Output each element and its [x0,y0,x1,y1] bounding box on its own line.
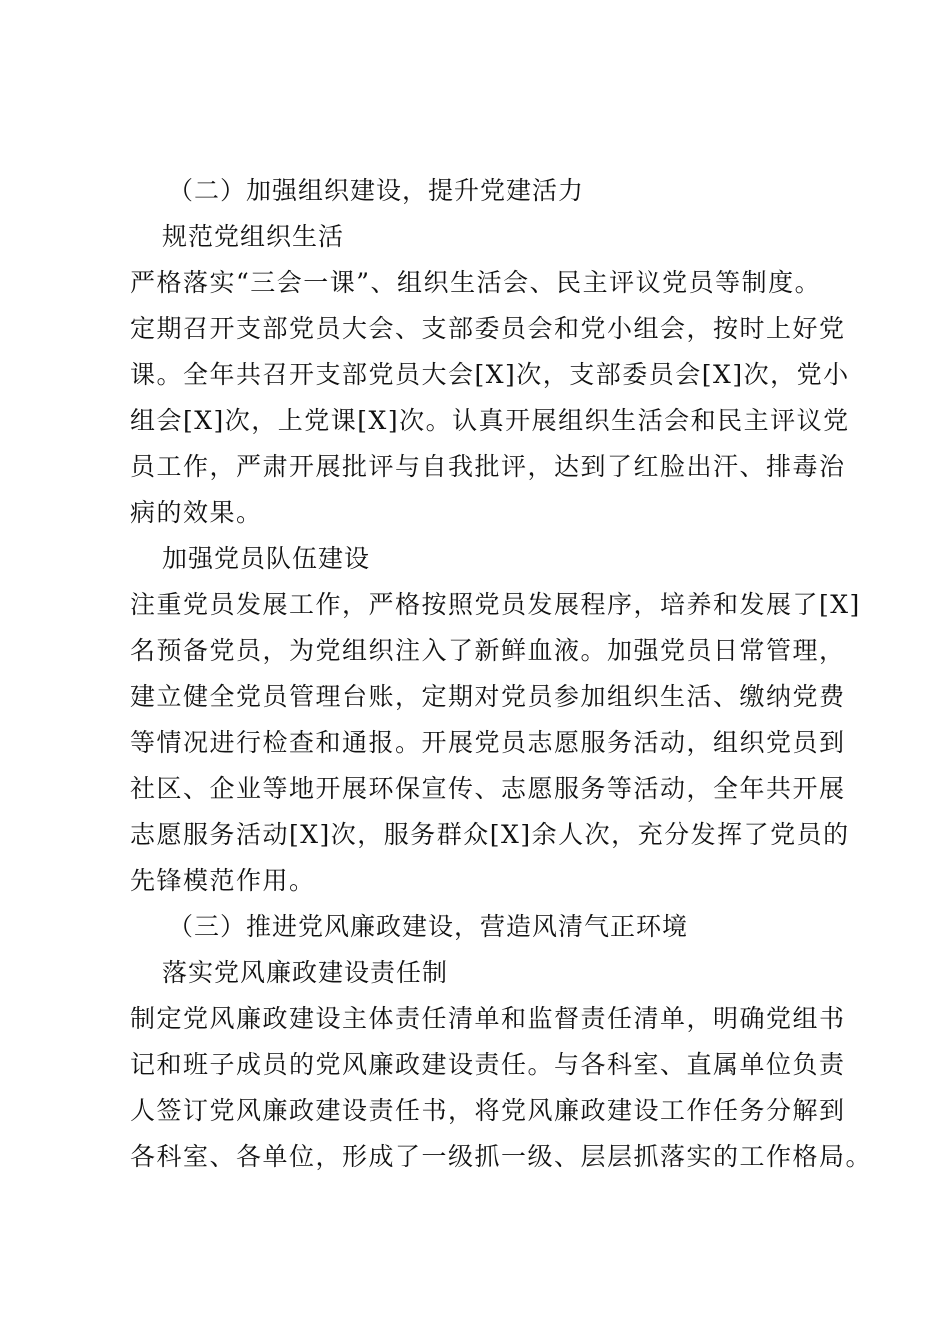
paragraph-line: 课。全年共召开支部党员大会[X]次，支部委员会[X]次，党小 [130,360,850,389]
paragraph-line: 人签订党风廉政建设责任书，将党风廉政建设工作任务分解到 [130,1096,846,1125]
paragraph-line: 组会[X]次，上党课[X]次。认真开展组织生活会和民主评议党 [130,406,850,435]
subsection-title: 规范党组织生活 [162,222,345,251]
subsection-title: 加强党员队伍建设 [162,544,371,573]
paragraph-line: 社区、企业等地开展环保宣传、志愿服务等活动，全年共开展 [130,774,846,803]
subsection-title: 落实党风廉政建设责任制 [162,958,449,987]
paragraph-line: 等情况进行检查和通报。开展党员志愿服务活动，组织党员到 [130,728,846,757]
paragraph-line: 志愿服务活动[X]次，服务群众[X]余人次，充分发挥了党员的 [130,820,850,849]
paragraph-line: 严格落实“三会一课”、组织生活会、民主评议党员等制度。 [130,268,822,297]
section-heading: （三）推进党风廉政建设，营造风清气正环境 [168,912,689,941]
paragraph-line: 先锋模范作用。 [130,866,316,895]
paragraph-line: 员工作，严肃开展批评与自我批评，达到了红脸出汗、排毒治 [130,452,846,481]
section-heading: （二）加强组织建设，提升党建活力 [168,176,585,205]
paragraph-line: 名预备党员，为党组织注入了新鲜血液。加强党员日常管理， [130,636,846,665]
paragraph [130,996,873,1180]
paragraph [130,260,850,536]
paragraph-line: 注重党员发展工作，严格按照党员发展程序，培养和发展了[X] [130,590,861,619]
paragraph-line: 病的效果。 [130,498,263,527]
paragraph-line: 定期召开支部党员大会、支部委员会和党小组会，按时上好党 [130,314,846,343]
paragraph-line: 制定党风廉政建设主体责任清单和监督责任清单，明确党组书 [130,1004,846,1033]
paragraph [130,582,861,904]
paragraph-line: 建立健全党员管理台账，定期对党员参加组织生活、缴纳党费 [130,682,846,711]
document-body [130,168,873,1180]
paragraph-line: 记和班子成员的党风廉政建设责任。与各科室、直属单位负责 [130,1050,846,1079]
paragraph-line: 各科室、各单位，形成了一级抓一级、层层抓落实的工作格局。 [130,1142,873,1171]
